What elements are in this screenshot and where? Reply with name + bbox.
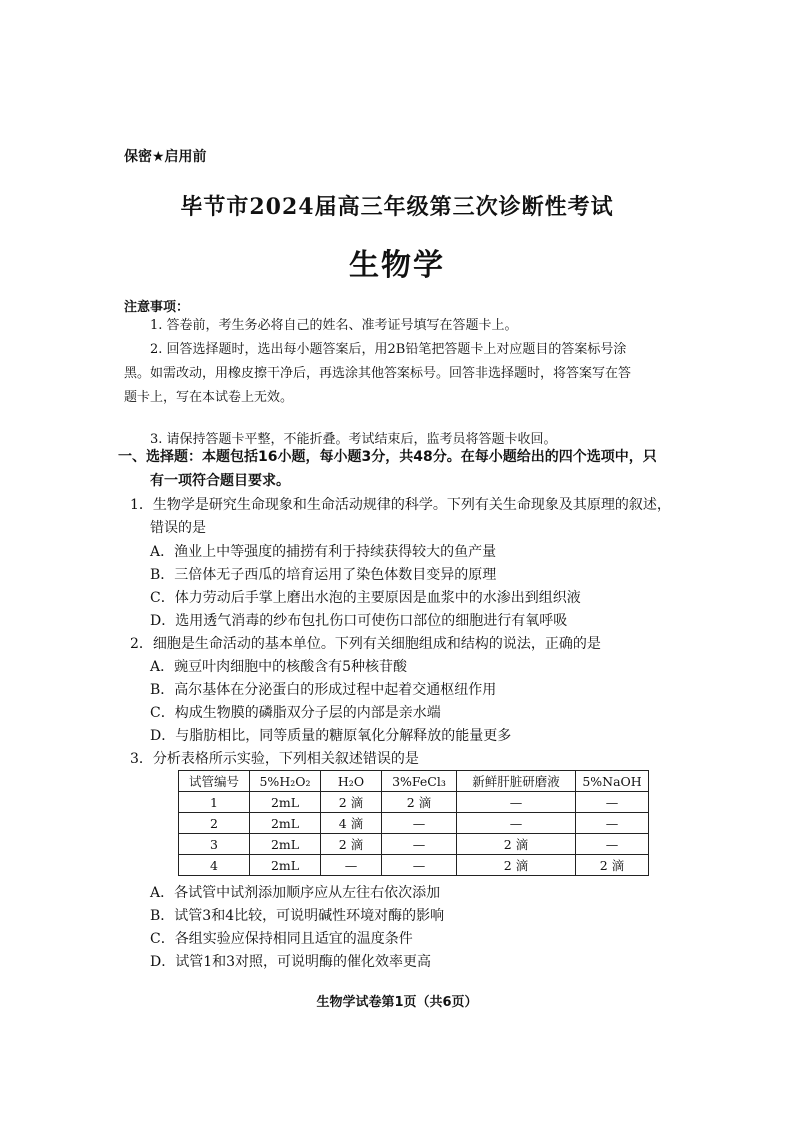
section-heading-cont: 有一项符合题目要求。 bbox=[150, 473, 290, 489]
table-cell: — bbox=[457, 792, 576, 813]
table-cell: 2 滴 bbox=[457, 834, 576, 855]
table-row bbox=[179, 792, 649, 813]
notice-item: 1. 答卷前，考生务必将自己的姓名、准考证号填写在答题卡上。 bbox=[150, 318, 518, 333]
table-row bbox=[179, 834, 649, 855]
option: C．体力劳动后手掌上磨出水泡的主要原因是血浆中的水渗出到组织液 bbox=[150, 590, 581, 606]
option: A．渔业上中等强度的捕捞有利于持续获得较大的鱼产量 bbox=[150, 544, 497, 560]
table-cell: 2mL bbox=[250, 792, 321, 813]
table-cell: 2 滴 bbox=[321, 792, 382, 813]
option: B．试管3和4比较，可说明碱性环境对酶的影响 bbox=[150, 908, 445, 924]
notice-item: 题卡上，写在本试卷上无效。 bbox=[124, 390, 294, 405]
question-stem: 1．生物学是研究生命现象和生命活动规律的科学。下列有关生命现象及其原理的叙述， bbox=[130, 497, 671, 513]
table-cell: 2mL bbox=[250, 834, 321, 855]
table-cell: 2 滴 bbox=[457, 855, 576, 876]
option: B．三倍体无子西瓜的培育运用了染色体数目变异的原理 bbox=[150, 567, 497, 583]
option: D．试管1和3对照，可说明酶的催化效率更高 bbox=[150, 954, 432, 970]
option: A．各试管中试剂添加顺序应从左往右依次添加 bbox=[150, 885, 441, 901]
table-cell: — bbox=[321, 855, 382, 876]
table-row bbox=[179, 855, 649, 876]
table-header: 5%NaOH bbox=[576, 771, 649, 792]
notice-item: 黑。如需改动，用橡皮擦干净后，再选涂其他答案标号。回答非选择题时，将答案写在答 bbox=[124, 366, 632, 381]
notice-item: 3. 请保持答题卡平整，不能折叠。考试结束后，监考员将答题卡收回。 bbox=[150, 432, 557, 447]
exam-title: 毕节市2024届高三年级第三次诊断性考试 bbox=[180, 194, 614, 220]
question-stem: 3．分析表格所示实验，下列相关叙述错误的是 bbox=[130, 751, 419, 767]
table-cell: — bbox=[382, 834, 457, 855]
notice-item: 2. 回答选择题时，选出每小题答案后，用2B铅笔把答题卡上对应题目的答案标号涂 bbox=[150, 342, 627, 357]
table-cell: 2 bbox=[179, 813, 250, 834]
option: C．各组实验应保持相同且适宜的温度条件 bbox=[150, 931, 413, 947]
experiment-table bbox=[178, 770, 649, 876]
option: D．选用透气消毒的纱布包扎伤口可使伤口部位的细胞进行有氧呼吸 bbox=[150, 613, 568, 629]
table-header: 5%H₂O₂ bbox=[250, 771, 321, 792]
confidential-label: 保密★启用前 bbox=[124, 149, 207, 165]
section-heading: 一、选择题：本题包括16小题，每小题3分，共48分。在每小题给出的四个选项中，只 bbox=[118, 449, 657, 465]
table-cell: 1 bbox=[179, 792, 250, 813]
table-cell: 2 滴 bbox=[576, 855, 649, 876]
table-header: 3%FeCl₃ bbox=[382, 771, 457, 792]
page-footer: 生物学试卷第1页（共6页） bbox=[316, 995, 478, 1010]
table-header: 新鲜肝脏研磨液 bbox=[457, 771, 576, 792]
table-cell: 2 滴 bbox=[382, 792, 457, 813]
table-cell: 4 bbox=[179, 855, 250, 876]
option: A．豌豆叶肉细胞中的核酸含有5种核苷酸 bbox=[150, 659, 408, 675]
table-cell: — bbox=[382, 813, 457, 834]
option: B．高尔基体在分泌蛋白的形成过程中起着交通枢纽作用 bbox=[150, 682, 497, 698]
table-cell: — bbox=[457, 813, 576, 834]
table-cell: — bbox=[576, 834, 649, 855]
table-header-row bbox=[179, 771, 649, 792]
question-stem: 2．细胞是生命活动的基本单位。下列有关细胞组成和结构的说法，正确的是 bbox=[130, 636, 601, 652]
table-row bbox=[179, 813, 649, 834]
table-cell: 3 bbox=[179, 834, 250, 855]
table-header: H₂O bbox=[321, 771, 382, 792]
option: D．与脂肪相比，同等质量的糖原氧化分解释放的能量更多 bbox=[150, 728, 512, 744]
notice-heading: 注意事项： bbox=[124, 300, 190, 315]
table-cell: 4 滴 bbox=[321, 813, 382, 834]
table-cell: 2 滴 bbox=[321, 834, 382, 855]
table-cell: — bbox=[576, 813, 649, 834]
table-cell: 2mL bbox=[250, 813, 321, 834]
table-cell: — bbox=[576, 792, 649, 813]
table-cell: — bbox=[382, 855, 457, 876]
question-stem: 错误的是 bbox=[150, 520, 206, 536]
option: C．构成生物膜的磷脂双分子层的内部是亲水端 bbox=[150, 705, 441, 721]
table-cell: 2mL bbox=[250, 855, 321, 876]
subject-title: 生物学 bbox=[349, 248, 445, 283]
table-header: 试管编号 bbox=[179, 771, 250, 792]
